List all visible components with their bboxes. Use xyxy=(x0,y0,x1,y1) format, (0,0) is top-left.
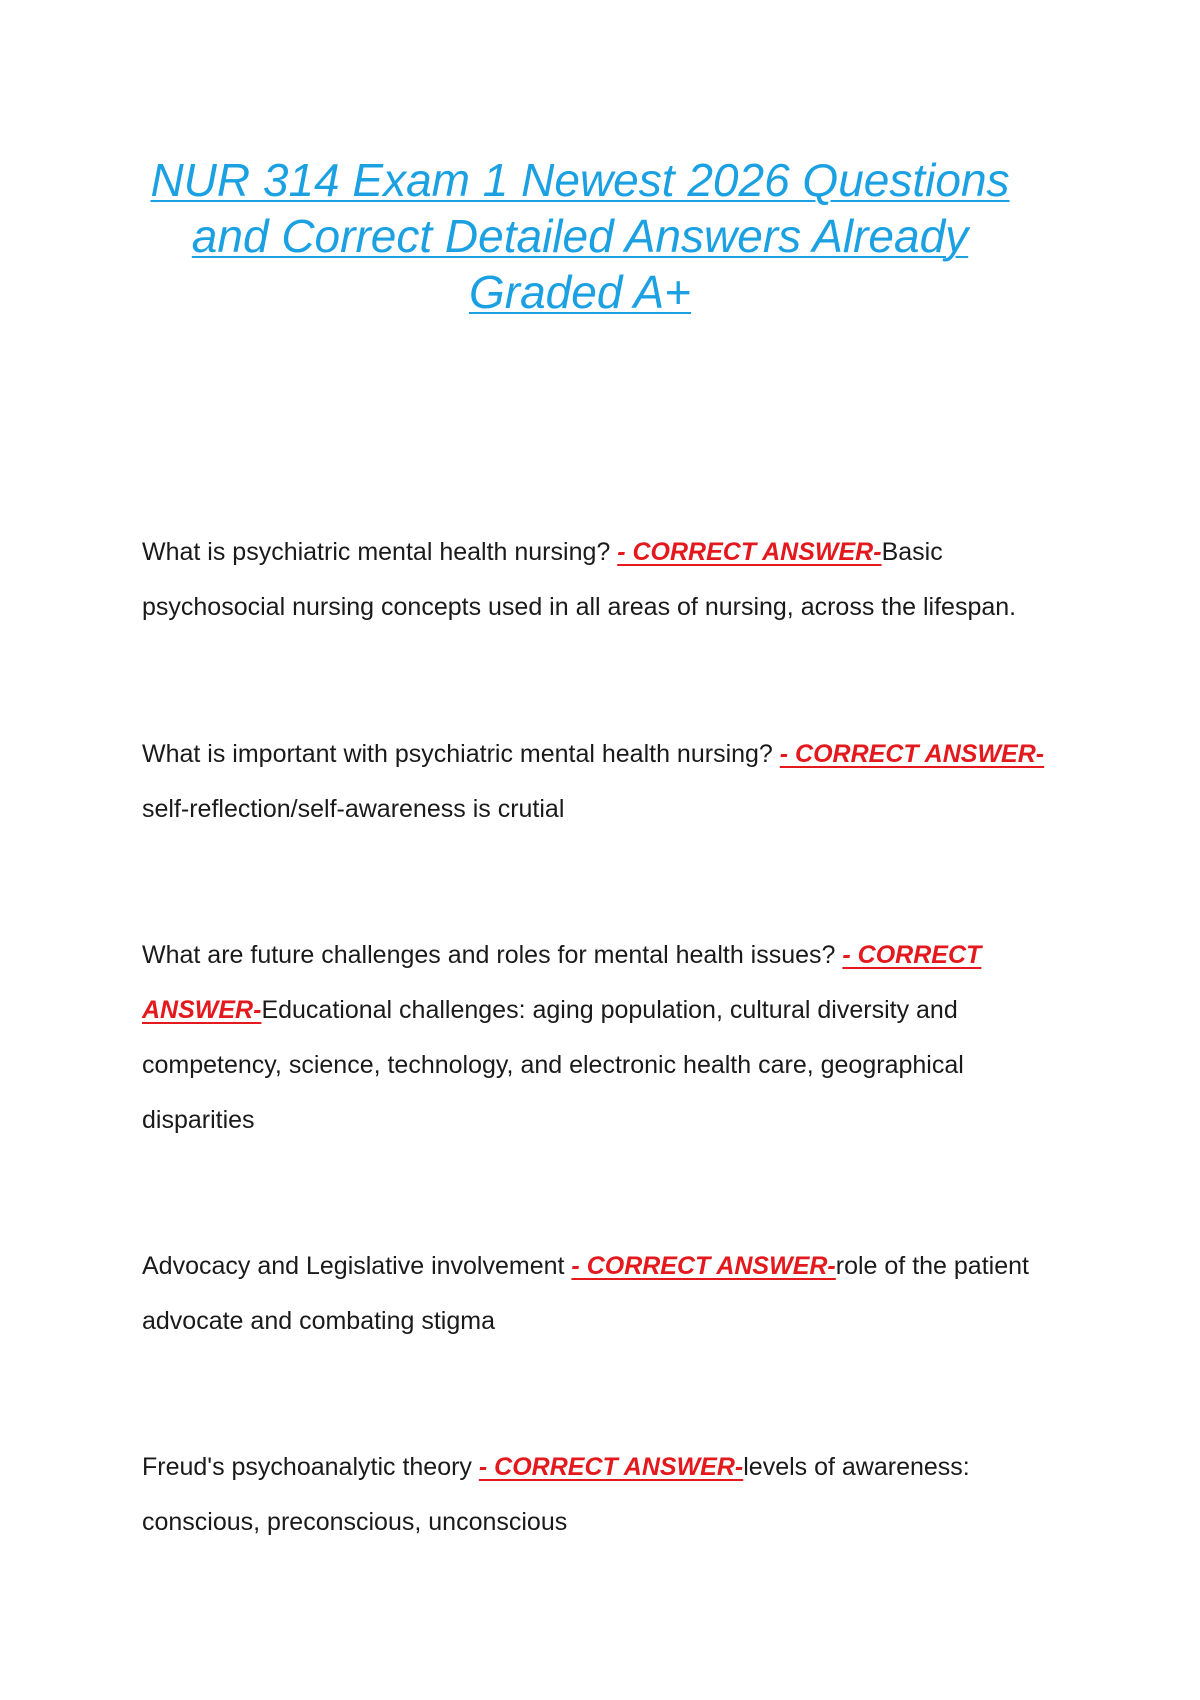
qa-item-3 xyxy=(142,928,1072,1148)
correct-answer-marker: - CORRECT ANSWER- xyxy=(617,538,882,566)
correct-answer-marker: - CORRECT ANSWER- xyxy=(779,740,1045,768)
question-text: What is psychiatric mental health nursing? xyxy=(142,538,618,566)
question-text: What are future challenges and roles for mental health issues? xyxy=(142,941,843,969)
answer-text: self-reflection/self-awareness is crutial xyxy=(142,795,565,823)
qa-item-2 xyxy=(142,727,1072,837)
correct-answer-marker: - CORRECT ANSWER- xyxy=(571,1252,836,1280)
qa-item-1 xyxy=(142,525,1072,635)
question-text: Freud's psychoanalytic theory xyxy=(142,1453,479,1481)
document-title: NUR 314 Exam 1 Newest 2026 Questions and Correct Detailed Answers Already Graded A+ xyxy=(150,154,1010,318)
qa-item-5 xyxy=(142,1440,1072,1550)
answer-text: Basic psychosocial nursing concepts used in all areas of nursing, across the lifespan. xyxy=(142,538,1017,621)
answer-text: role of the patient advocate and combating stigma xyxy=(142,1252,1029,1335)
correct-answer-marker: - CORRECT ANSWER- xyxy=(478,1453,744,1481)
answer-text: Educational challenges: aging population, cultural diversity and competency, science, technology, and electronic health care, geographical disparities xyxy=(142,996,964,1134)
correct-answer-marker: - CORRECT ANSWER- xyxy=(142,941,982,1024)
qa-item-4 xyxy=(142,1239,1072,1349)
answer-text: levels of awareness: conscious, preconscious, unconscious xyxy=(142,1453,970,1536)
question-text: What is important with psychiatric mental health nursing? xyxy=(142,740,780,768)
question-text: Advocacy and Legislative involvement xyxy=(142,1252,572,1280)
